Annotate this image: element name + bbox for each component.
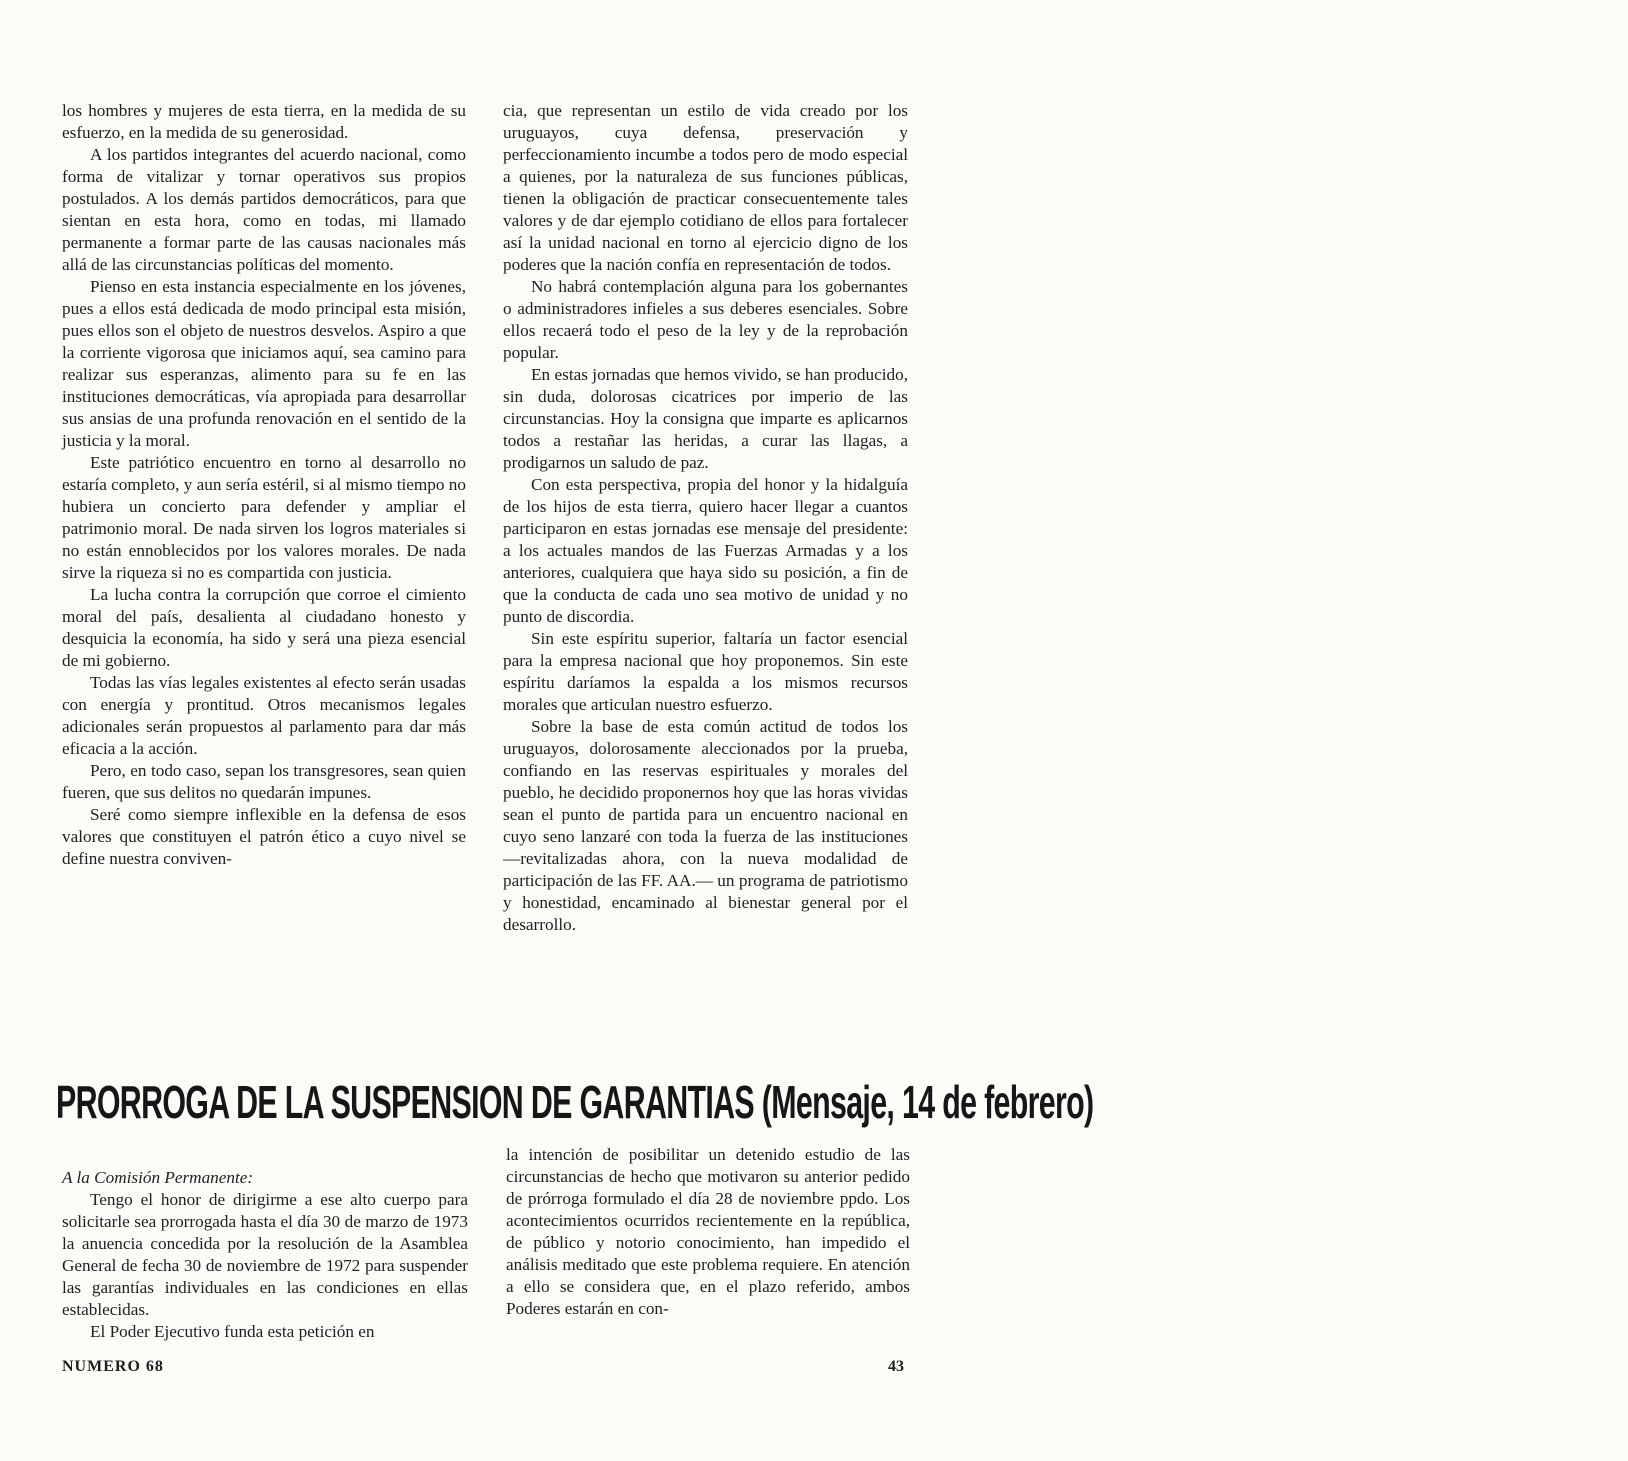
paragraph: Pero, en todo caso, sepan los transgresores, sean quien fueren, que sus delitos no quedarán impunes. [62, 761, 466, 802]
article-column-bottom-right [506, 1144, 910, 1320]
issue-number: NUMERO 68 [62, 1358, 164, 1375]
article-column-bottom-left [62, 1167, 468, 1343]
paragraph: A los partidos integrantes del acuerdo nacional, como forma de vitalizar y tornar operativos sus propios postulados. A los demás partidos democráticos, para que sientan en esta hora, como en todas, mi llamado permanente a formar parte de las causas nacionales más allá de las circunstancias políticas del momento. [62, 145, 466, 274]
paragraph: Sin este espíritu superior, faltaría un factor esencial para la empresa nacional que hoy proponemos. Sin este espíritu daríamos la espalda a los mismos recursos morales que articulan nuestro esfuerzo. [503, 629, 908, 714]
paragraph: En estas jornadas que hemos vivido, se han producido, sin duda, dolorosas cicatrices por imperio de las circunstancias. Hoy la consigna que imparte es aplicarnos todos a restañar las heridas, a curar las llagas, a prodigarnos un saludo de paz. [503, 365, 908, 472]
paragraph: No habrá contemplación alguna para los gobernantes o administradores infieles a sus deberes esenciales. Sobre ellos recaerá todo el peso de la ley y de la reprobación popular. [503, 277, 908, 362]
paragraph: Con esta perspectiva, propia del honor y la hidalguía de los hijos de esta tierra, quiero hacer llegar a cuantos participaron en estas jornadas ese mensaje del presidente: a los actuales mandos de las Fuerzas Armadas y a los anteriores, cualquiera que haya sido su posición, a fin de que la conducta de cada uno sea motivo de unidad y no punto de discordia. [503, 475, 908, 626]
paragraph: La lucha contra la corrupción que corroe el cimiento moral del país, desalienta al ciudadano honesto y desquicia la economía, ha sido y será una pieza esencial de mi gobierno. [62, 585, 466, 670]
paragraph: cia, que representan un estilo de vida creado por los uruguayos, cuya defensa, preservación y perfeccionamiento incumbe a todos pero de modo especial a quienes, por la naturaleza de sus funciones públicas, tienen la obligación de practicar consecuentemente tales valores y de dar ejemplo cotidiano de ellos para fortalecer así la unidad nacional en torno al ejercicio digno de los poderes que la nación confía en representación de todos. [503, 101, 908, 274]
section-headline: PRORROGA DE LA SUSPENSION DE GARANTIAS (Mensaje, 14 de febrero) [56, 1076, 1094, 1128]
salutation: A la Comisión Permanente: [62, 1168, 254, 1187]
paragraph: Todas las vías legales existentes al efecto serán usadas con energía y prontitud. Otros mecanismos legales adicionales serán propuestos al parlamento para dar más eficacia a la acción. [62, 673, 466, 758]
paragraph: Seré como siempre inflexible en la defensa de esos valores que constituyen el patrón ético a cuyo nivel se define nuestra conviven- [62, 805, 466, 868]
paragraph: Tengo el honor de dirigirme a ese alto cuerpo para solicitarle sea prorrogada hasta el día 30 de marzo de 1973 la anuencia concedida por la resolución de la Asamblea General de fecha 30 de noviembre de 1972 para suspender las garantías individuales en las condiciones en ellas establecidas. [62, 1190, 468, 1319]
paragraph: Pienso en esta instancia especialmente en los jóvenes, pues a ellos está dedicada de modo principal esta misión, pues ellos son el objeto de nuestros desvelos. Aspiro a que la corriente vigorosa que iniciamos aquí, sea camino para realizar sus esperanzas, alimento para su fe en las instituciones democráticas, vía apropiada para desarrollar sus ansias de una profunda renovación en el sentido de la justicia y la moral. [62, 277, 466, 450]
article-column-top-right [503, 100, 908, 936]
paragraph: la intención de posibilitar un detenido estudio de las circunstancias de hecho que motivaron su anterior pedido de prórroga formulado el día 28 de noviembre ppdo. Los acontecimientos ocurridos recientemente en la república, de público y notorio conocimiento, han impedido el análisis meditado que este problema requiere. En atención a ello se considera que, en el plazo referido, ambos Poderes estarán en con- [506, 1145, 910, 1318]
paragraph: los hombres y mujeres de esta tierra, en la medida de su esfuerzo, en la medida de su generosidad. [62, 101, 466, 142]
paragraph: Sobre la base de esta común actitud de todos los uruguayos, dolorosamente aleccionados por la prueba, confiando en las reservas espirituales y morales del pueblo, he decidido proponernos hoy que las horas vividas sean el punto de partida para un encuentro nacional en cuyo seno lanzaré con toda la fuerza de las instituciones —revitalizadas ahora, con la nueva modalidad de participación de las FF. AA.— un programa de patriotismo y honestidad, encaminado al bienestar general por el desarrollo. [503, 717, 908, 934]
article-column-top-left [62, 100, 466, 870]
paragraph: Este patriótico encuentro en torno al desarrollo no estaría completo, y aun sería estéril, si al mismo tiempo no hubiera un concierto para defender y ampliar el patrimonio moral. De nada sirven los logros materiales si no están ennoblecidos por los valores morales. De nada sirve la riqueza si no es compartida con justicia. [62, 453, 466, 582]
page-number: 43 [888, 1358, 904, 1375]
paragraph: El Poder Ejecutivo funda esta petición en [90, 1322, 375, 1341]
